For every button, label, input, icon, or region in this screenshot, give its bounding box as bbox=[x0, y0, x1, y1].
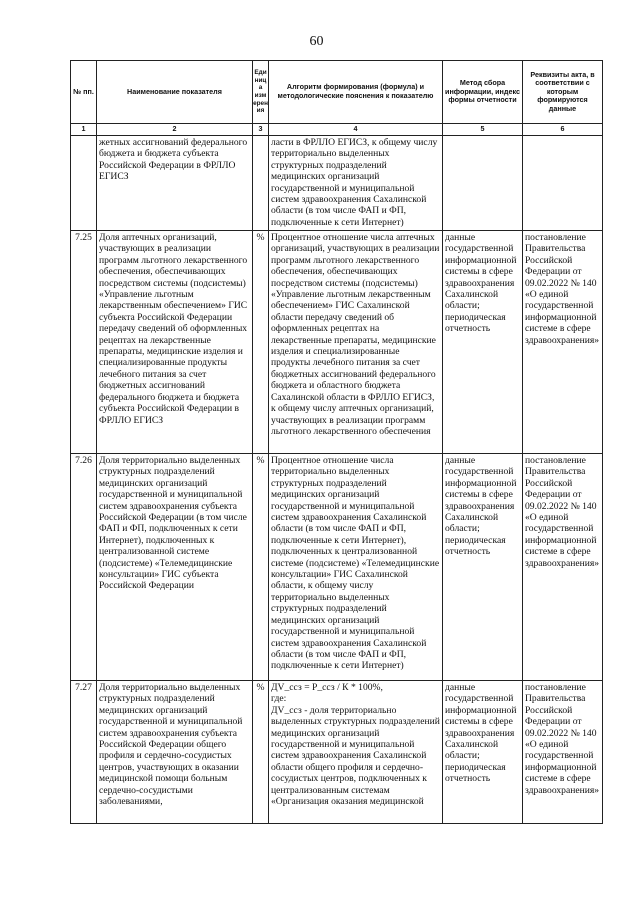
table-row bbox=[71, 681, 603, 824]
row-num: 7.26 bbox=[71, 454, 97, 681]
col-number: 4 bbox=[269, 124, 443, 136]
page-number: 60 bbox=[309, 34, 324, 49]
table-row bbox=[71, 454, 603, 681]
table-row bbox=[71, 231, 603, 454]
header-name: Наименование показателя bbox=[97, 61, 253, 124]
col-number: 2 bbox=[97, 124, 253, 136]
header-unit: Единица измерения bbox=[253, 61, 269, 124]
column-number-row bbox=[71, 124, 603, 136]
row-unit: % bbox=[253, 681, 269, 824]
row-name: жетных ассигнований федерального бюджета и бюджета субъекта Российской Федерации в ФРЛЛО ЕГИСЗ bbox=[97, 136, 253, 231]
row-algorithm: ласти в ФРЛЛО ЕГИСЗ, к общему числу территориально выделенных структурных подразделений медицинских организаций государственной и муниципальной систем здравоохранения Сахалинской области (в том числе ФАП и ФП, подключенные к сети Интернет) bbox=[269, 136, 443, 231]
row-name: Доля территориально выделенных структурных подразделений медицинских организаций государственной и муниципальной систем здравоохранения субъекта Российской Федерации общего профиля и сердечно-сосудистых центров, участвующих в оказании медицинской помощи больным сердечно-сосудистыми заболеваниями, bbox=[97, 681, 253, 824]
indicators-table bbox=[70, 60, 603, 824]
row-name: Доля территориально выделенных структурных подразделений медицинских организаций государственной и муниципальной систем здравоохранения субъекта Российской Федерации (в том числе ФАП и ФП, подключенных к сети Интернет), подключенных к централизованной системе (подсистеме) «Телемедицинские консультации» ГИС субъекта Российской Федерации bbox=[97, 454, 253, 681]
row-method: данные государственной информационной системы в сфере здравоохранения Сахалинской области; периодическая отчетность bbox=[443, 231, 523, 454]
row-unit: % bbox=[253, 231, 269, 454]
col-number: 3 bbox=[253, 124, 269, 136]
row-algorithm bbox=[269, 681, 443, 824]
row-reqs bbox=[523, 136, 603, 231]
col-number: 6 bbox=[523, 124, 603, 136]
row-reqs: постановление Правительства Российской Федерации от 09.02.2022 № 140 «О единой государственной информационной системе в сфере здравоохранения» bbox=[523, 454, 603, 681]
col-number: 1 bbox=[71, 124, 97, 136]
algorithm-formula: ДV_ссз = Р_ссз / К * 100%, bbox=[271, 682, 383, 693]
algorithm-where: где: bbox=[271, 693, 287, 705]
row-num: 7.27 bbox=[71, 681, 97, 824]
row-reqs: постановление Правительства Российской Федерации от 09.02.2022 № 140 «О единой государственной информационной системе в сфере здравоохранения» bbox=[523, 681, 603, 824]
header-algorithm: Алгоритм формирования (формула) и методологические пояснения к показателю bbox=[269, 61, 443, 124]
header-num: № пп. bbox=[71, 61, 97, 124]
header-method: Метод сбора информации, индекс формы отчетности bbox=[443, 61, 523, 124]
row-unit bbox=[253, 136, 269, 231]
row-unit: % bbox=[253, 454, 269, 681]
col-number: 5 bbox=[443, 124, 523, 136]
algorithm-text: ДV_ссз - доля территориально выделенных структурных подразделений медицинских организаций государственной и муниципальной систем здравоохранения Сахалинской области общего профиля и сердечно-сосудистых центров, подключенных к централизованным системам «Организация оказания медицинской bbox=[271, 704, 440, 808]
table-row bbox=[71, 136, 603, 231]
row-method bbox=[443, 136, 523, 231]
row-num: 7.25 bbox=[71, 231, 97, 454]
row-algorithm: Процентное отношение числа аптечных организаций, участвующих в реализации программ льготного лекарственного обеспечения, обеспечивающих посредством системы (подсистемы) «Управление льготным лекарственным обеспечением» ГИС Сахалинской области передачу сведений об оформленных рецептах на лекарственные препараты, медицинские изделия и специализированные продукты лечебного питания за счет бюджетных ассигнований федерального бюджета и областного бюджета Сахалинской области в ФРЛЛО ЕГИСЗ, к общему числу аптечных организаций, участвующих в реализации программ льготного лекарственного обеспечения bbox=[269, 231, 443, 454]
row-reqs: постановление Правительства Российской Федерации от 09.02.2022 № 140 «О единой государственной информационной системе в сфере здравоохранения» bbox=[523, 231, 603, 454]
row-algorithm: Процентное отношение числа территориально выделенных структурных подразделений медицинских организаций государственной и муниципальной систем здравоохранения Сахалинской области (в том числе ФАП и ФП, подключенные к сети Интернет), подключенных к централизованной системе (подсистеме) «Телемедицинские консультации» ГИС Сахалинской области, к общему числу территориально выделенных структурных подразделений медицинских организаций государственной и муниципальной систем здравоохранения Сахалинской области (в том числе ФАП и ФП, подключенные к сети Интернет) bbox=[269, 454, 443, 681]
header-reqs: Реквизиты акта, в соответствии с которым формируются данные bbox=[523, 61, 603, 124]
row-method: данные государственной информационной системы в сфере здравоохранения Сахалинской области; периодическая отчетность bbox=[443, 681, 523, 824]
row-num bbox=[71, 136, 97, 231]
row-name: Доля аптечных организаций, участвующих в реализации программ льготного лекарственного обеспечения, обеспечивающих посредством системы (подсистемы) «Управление льготным лекарственным обеспечением» ГИС субъекта Российской Федерации передачу сведений об оформленных рецептах на лекарственные препараты, медицинские изделия и специализированные продукты лечебного питания за счет бюджетных ассигнований федерального бюджета и бюджета субъекта Российской Федерации в ФРЛЛО ЕГИСЗ bbox=[97, 231, 253, 454]
row-method: данные государственной информационной системы в сфере здравоохранения Сахалинской области; периодическая отчетность bbox=[443, 454, 523, 681]
table-header-row bbox=[71, 61, 603, 124]
